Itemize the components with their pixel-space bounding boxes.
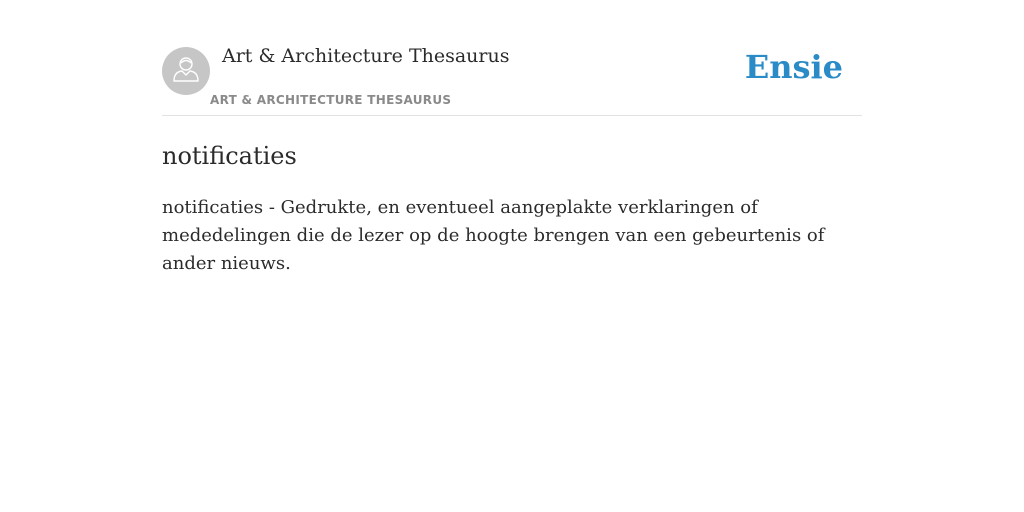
brand-logo[interactable]: Ensie xyxy=(744,48,843,86)
page xyxy=(162,0,862,278)
site-subtitle[interactable]: ART & ARCHITECTURE THESAURUS xyxy=(210,93,452,107)
user-icon xyxy=(171,54,201,89)
avatar[interactable] xyxy=(162,47,210,95)
site-title[interactable]: Art & Architecture Thesaurus xyxy=(222,45,510,67)
entry-definition: notificaties - Gedrukte, en eventueel aangeplakte verklaringen of mededelingen die de lezer op de hoogte brengen van een gebeurtenis of ander nieuws. xyxy=(162,197,825,274)
entry-title: notificaties xyxy=(162,142,297,170)
page-header xyxy=(162,0,862,116)
